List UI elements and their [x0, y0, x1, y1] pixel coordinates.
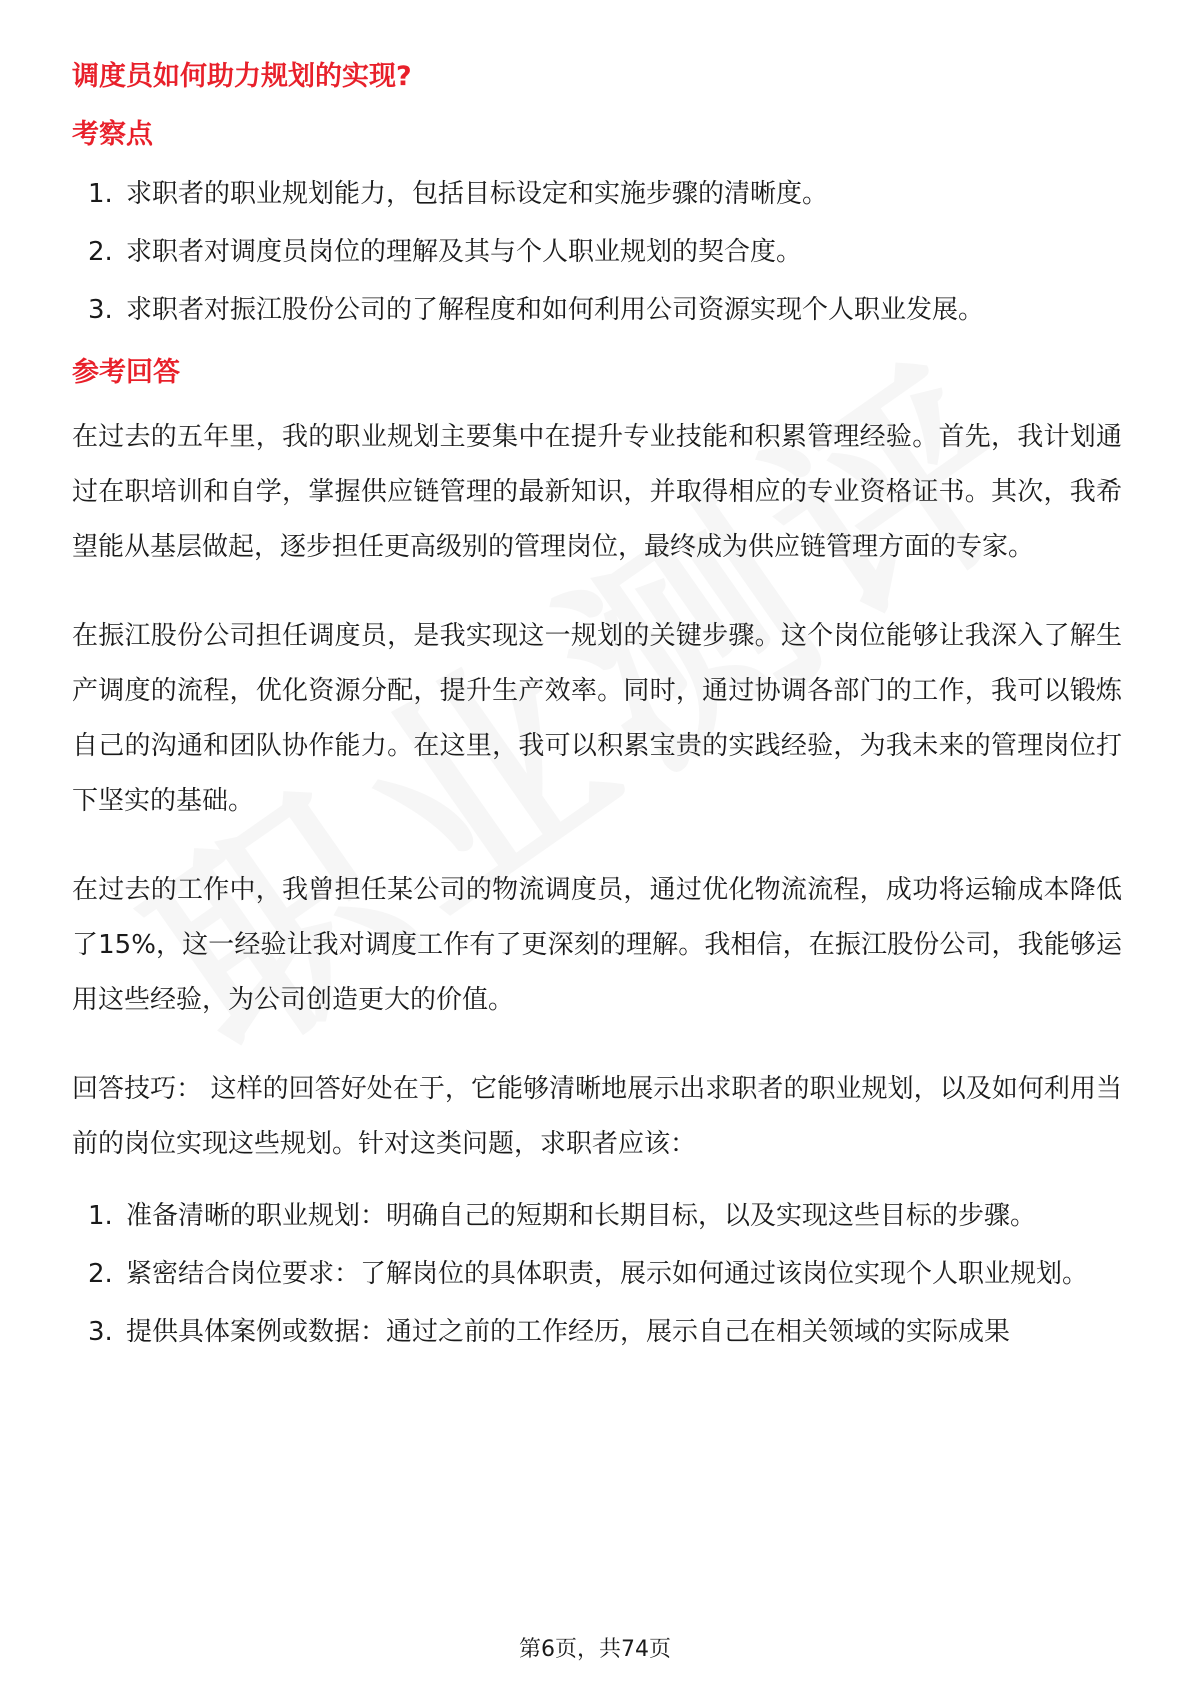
- list-number: 1.: [88, 179, 113, 209]
- answer-paragraph: 在振江股份公司担任调度员，是我实现这一规划的关键步骤。这个岗位能够让我深入了解生产调度的流程，优化资源分配，提升生产效率。同时，通过协调各部门的工作，我可以锻炼自己的沟通和团队协作能力。在这里，我可以积累宝贵的实践经验，为我未来的管理岗位打下坚实的基础。: [72, 621, 1122, 816]
- section-title-answer: 参考回答: [72, 357, 180, 388]
- list-item: [72, 1310, 1122, 1354]
- list-text: 求职者对调度员岗位的理解及其与个人职业规划的契合度。: [126, 237, 803, 267]
- list-text: 提供具体案例或数据：通过之前的工作经历，展示自己在相关领域的实际成果: [126, 1317, 1011, 1347]
- list-number: 3.: [88, 1317, 113, 1347]
- list-number: 2.: [88, 1259, 113, 1289]
- list-number: 3.: [88, 295, 113, 325]
- answer-paragraph: 在过去的工作中，我曾担任某公司的物流调度员，通过优化物流流程，成功将运输成本降低了15%，这一经验让我对调度工作有了更深刻的理解。我相信，在振江股份公司，我能够运用这些经验，为公司创造更大的价值。: [72, 875, 1122, 1015]
- list-number: 2.: [88, 237, 113, 267]
- list-text: 求职者对振江股份公司的了解程度和如何利用公司资源实现个人职业发展。: [126, 295, 985, 325]
- section-title-points: 考察点: [72, 119, 153, 150]
- list-text: 求职者的职业规划能力，包括目标设定和实施步骤的清晰度。: [126, 179, 829, 209]
- list-text: 准备清晰的职业规划：明确自己的短期和长期目标，以及实现这些目标的步骤。: [126, 1201, 1037, 1231]
- list-item: [72, 1252, 1122, 1296]
- tips-intro-paragraph: 回答技巧： 这样的回答好处在于，它能够清晰地展示出求职者的职业规划，以及如何利用当前的岗位实现这些规划。针对这类问题，求职者应该：: [72, 1074, 1122, 1159]
- list-item: [72, 172, 1122, 216]
- list-item: [72, 288, 1122, 332]
- list-item: [72, 1194, 1122, 1238]
- tips-list: [72, 1194, 1122, 1354]
- answer-paragraph: 在过去的五年里，我的职业规划主要集中在提升专业技能和积累管理经验。首先，我计划通过在职培训和自学，掌握供应链管理的最新知识，并取得相应的专业资格证书。其次，我希望能从基层做起，逐步担任更高级别的管理岗位，最终成为供应链管理方面的专家。: [72, 422, 1122, 562]
- list-number: 1.: [88, 1201, 113, 1231]
- page-footer: 第6页，共74页: [519, 1637, 671, 1662]
- points-list: [72, 172, 1122, 332]
- list-text: 紧密结合岗位要求：了解岗位的具体职责，展示如何通过该岗位实现个人职业规划。: [126, 1259, 1089, 1289]
- question-title: 调度员如何助力规划的实现?: [72, 61, 412, 92]
- content-area: [72, 52, 1122, 1368]
- list-item: [72, 230, 1122, 274]
